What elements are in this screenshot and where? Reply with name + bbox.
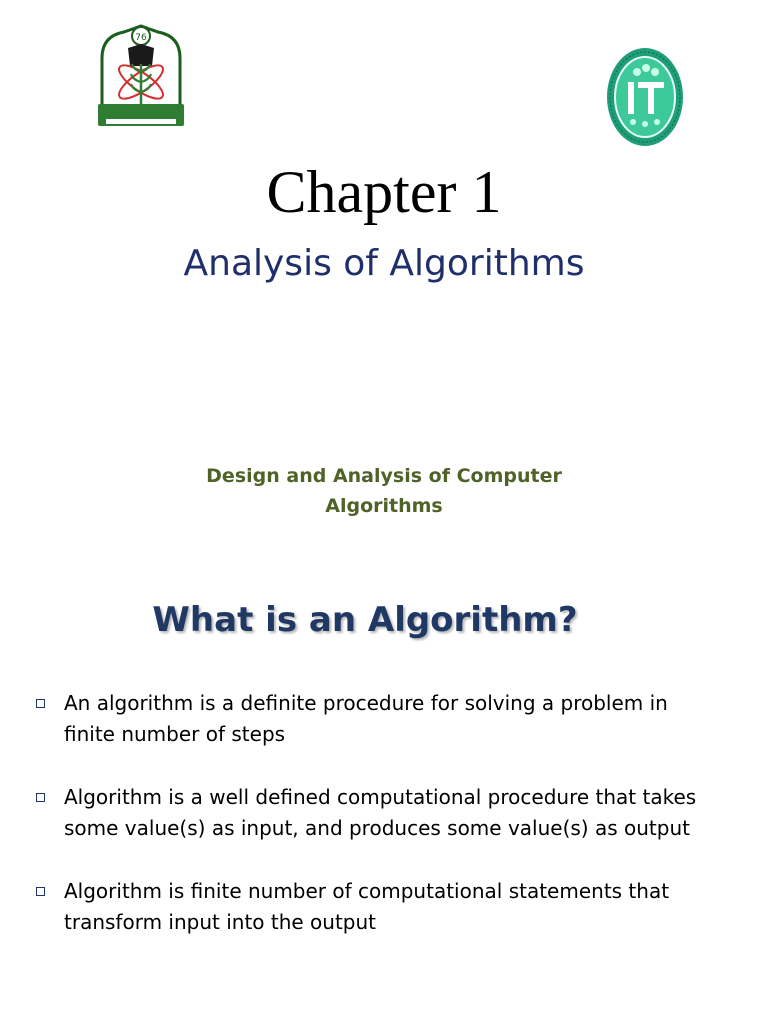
- definition-slide: [0, 580, 768, 1024]
- square-bullet-icon: [36, 793, 45, 802]
- bullet-text: Algorithm is a well defined computational procedure that takes some value(s) as input, and produces some value(s) as output: [64, 785, 697, 840]
- square-bullet-icon: [36, 887, 45, 896]
- chapter-title: Chapter 1: [266, 159, 502, 225]
- bullet-item: [0, 782, 768, 844]
- square-bullet-icon: [36, 699, 45, 708]
- bullet-item: [0, 688, 768, 750]
- faculty-seal-icon: [604, 44, 686, 150]
- bullet-text: Algorithm is finite number of computational statements that transform input into the output: [64, 879, 670, 934]
- chapter-subtitle: Analysis of Algorithms: [183, 243, 585, 284]
- slide-heading: What is an Algorithm?: [152, 600, 578, 640]
- bullet-text: An algorithm is a definite procedure for solving a problem in finite number of steps: [64, 691, 668, 746]
- course-title: Design and Analysis of Computer Algorithms: [206, 465, 562, 517]
- bullet-item: [0, 876, 768, 938]
- svg-text:76: 76: [135, 33, 147, 43]
- university-crest-icon: [94, 20, 188, 130]
- bullet-list: [0, 688, 768, 938]
